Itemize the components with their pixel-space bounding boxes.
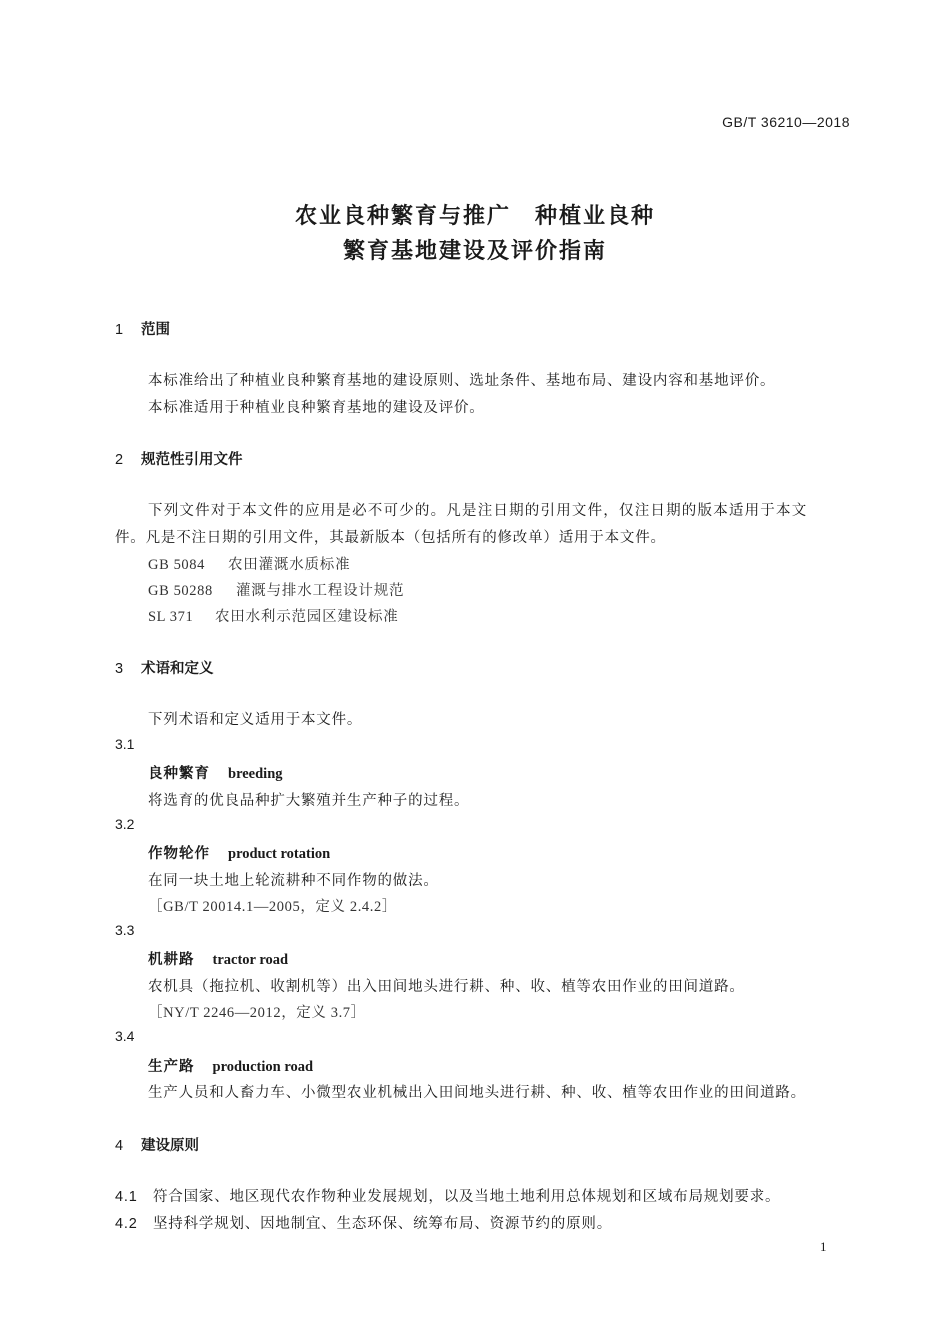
term-source: ［NY/T 2246—2012，定义 3.7］ (148, 1005, 366, 1021)
section-heading-4 (115, 1134, 199, 1155)
clause (115, 1185, 780, 1206)
term-number: 3.3 (115, 922, 135, 938)
standard-number: GB/T 36210—2018 (722, 114, 850, 130)
section-title: 建设原则 (141, 1138, 199, 1154)
term-english: product rotation (228, 846, 331, 862)
paragraph: 件。凡是不注日期的引用文件，其最新版本（包括所有的修改单）适用于本文件。 (115, 530, 666, 546)
document-title-line2: 繁育基地建设及评价指南 (342, 239, 607, 264)
term-definition: 将选育的优良品种扩大繁殖并生产种子的过程。 (148, 793, 470, 809)
term-definition: 生产人员和人畜力车、小微型农业机械出入田间地头进行耕、种、收、植等农田作业的田间道路。 (148, 1085, 806, 1101)
reference-title: 农田灌溉水质标准 (228, 557, 351, 573)
section-heading-3 (115, 657, 214, 678)
term-definition: 农机具（拖拉机、收割机等）出入田间地头进行耕、种、收、植等农田作业的田间道路。 (148, 979, 745, 995)
section-number: 2 (115, 452, 124, 468)
term-chinese: 良种繁育 (148, 766, 210, 782)
reference-code: GB 5084 (148, 557, 205, 573)
normative-reference (148, 605, 399, 626)
term-number: 3.2 (115, 816, 135, 832)
section-title: 术语和定义 (141, 661, 214, 677)
paragraph: 本标准给出了种植业良种繁育基地的建设原则、选址条件、基地布局、建设内容和基地评价。 (148, 373, 776, 389)
paragraph: 本标准适用于种植业良种繁育基地的建设及评价。 (148, 400, 485, 416)
term-english: production road (212, 1059, 314, 1075)
term-source: ［GB/T 20014.1—2005，定义 2.4.2］ (148, 899, 397, 915)
reference-code: SL 371 (148, 609, 194, 625)
term-definition: 在同一块土地上轮流耕种不同作物的做法。 (148, 873, 439, 889)
term-entry (148, 842, 330, 863)
term-english: breeding (228, 766, 283, 782)
term-entry (148, 948, 288, 969)
clause (115, 1212, 612, 1233)
section-number: 1 (115, 322, 124, 338)
term-english: tractor road (212, 952, 289, 968)
normative-reference (148, 553, 350, 574)
document-title-line1: 农业良种繁育与推广 种植业良种 (294, 204, 655, 229)
term-entry (148, 762, 283, 783)
reference-title: 农田水利示范园区建设标准 (215, 609, 399, 625)
section-title: 规范性引用文件 (141, 452, 243, 468)
section-number: 4 (115, 1138, 124, 1154)
clause-number: 4.1 (115, 1189, 138, 1205)
section-heading-2 (115, 448, 243, 469)
paragraph: 下列术语和定义适用于本文件。 (148, 712, 363, 728)
term-entry (148, 1055, 313, 1076)
term-chinese: 生产路 (148, 1059, 195, 1075)
page-number: 1 (820, 1239, 827, 1254)
clause-number: 4.2 (115, 1216, 138, 1232)
term-number: 3.1 (115, 736, 135, 752)
paragraph: 下列文件对于本文件的应用是必不可少的。凡是注日期的引用文件，仅注日期的版本适用于本文 (148, 503, 808, 519)
section-title: 范围 (141, 322, 170, 338)
reference-code: GB 50288 (148, 583, 213, 599)
clause-text: 坚持科学规划、因地制宜、生态环保、统筹布局、资源节约的原则。 (153, 1216, 612, 1232)
term-chinese: 作物轮作 (148, 846, 210, 862)
normative-reference (148, 579, 404, 600)
term-number: 3.4 (115, 1028, 135, 1044)
section-number: 3 (115, 661, 124, 677)
term-chinese: 机耕路 (148, 952, 195, 968)
section-heading-1 (115, 318, 170, 339)
reference-title: 灌溉与排水工程设计规范 (236, 583, 405, 599)
clause-text: 符合国家、地区现代农作物种业发展规划，以及当地土地利用总体规划和区域布局规划要求。 (153, 1189, 781, 1205)
